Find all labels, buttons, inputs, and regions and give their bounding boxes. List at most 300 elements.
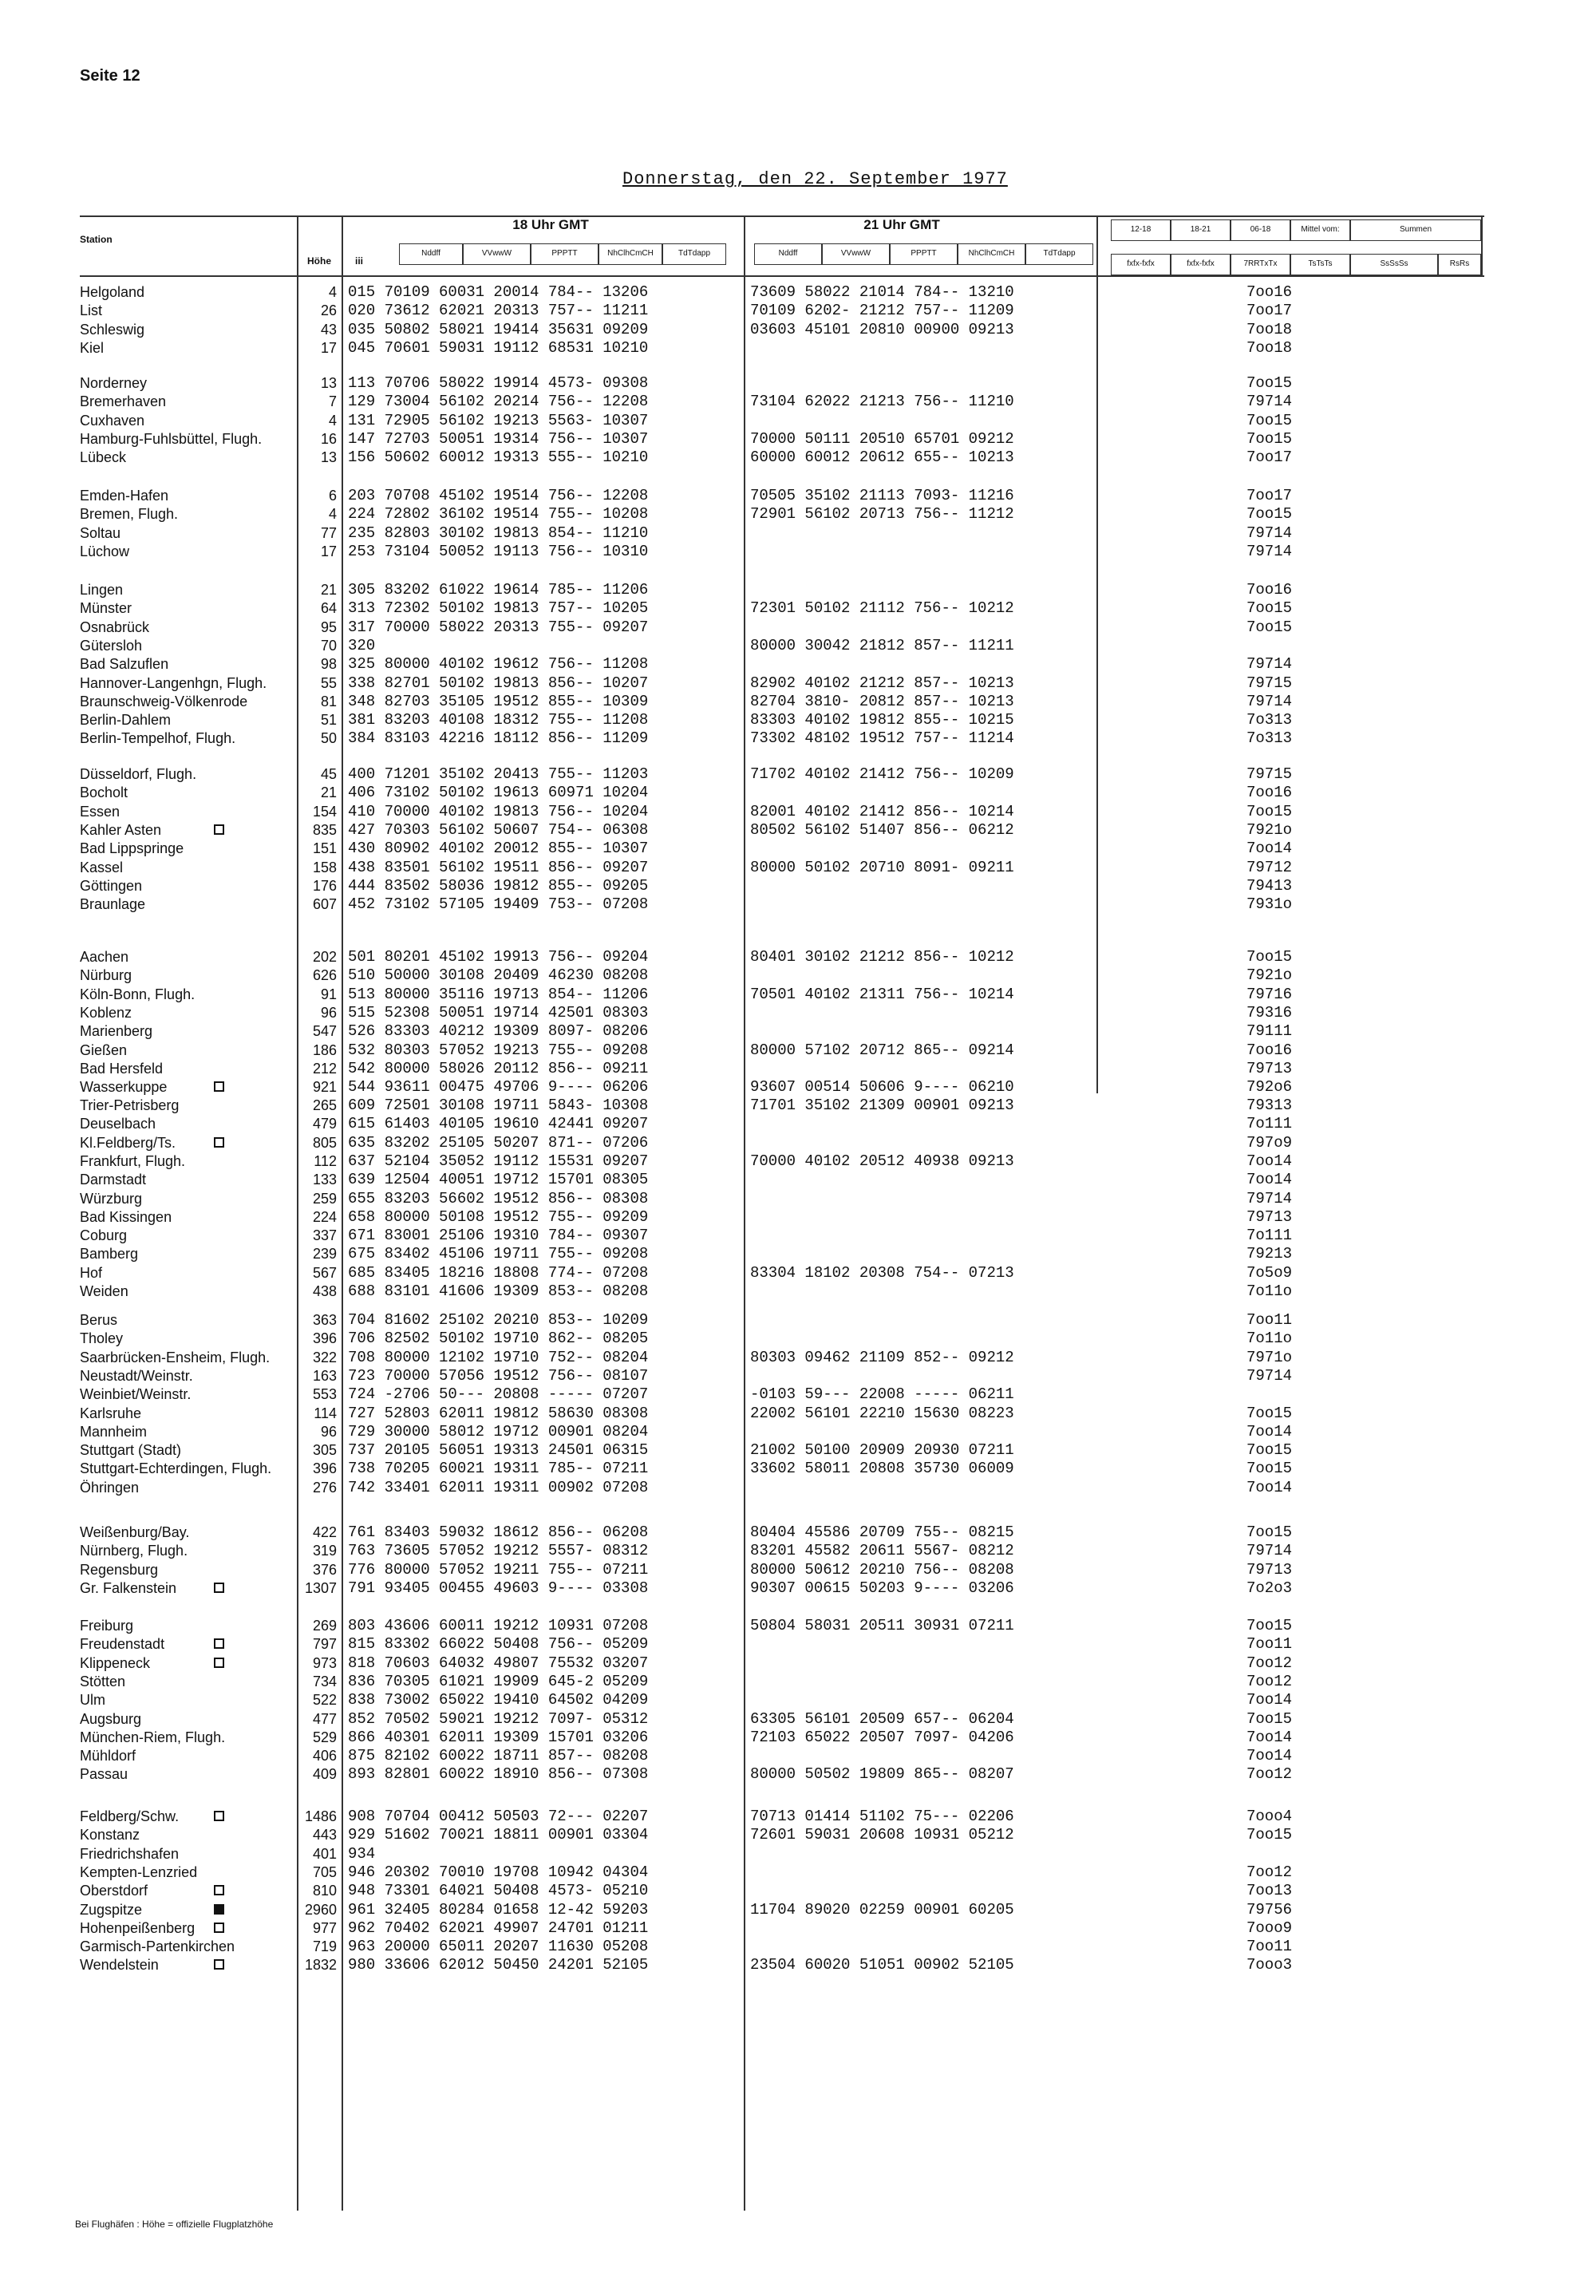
header-iii: iii — [354, 255, 363, 267]
table-row — [0, 1245, 1596, 1263]
daily-summary-group: 7oo15 — [1246, 505, 1293, 524]
table-row — [0, 821, 1596, 840]
daily-summary-group: 79713 — [1246, 1059, 1293, 1077]
table-row — [0, 1523, 1596, 1542]
station-name: Braunlage — [80, 896, 146, 913]
station-name: Saarbrücken-Ensheim, Flugh. — [80, 1349, 271, 1365]
obs-18-utc: 635 83202 25105 50207 871-- 07206 — [348, 1133, 649, 1152]
obs-21-utc: 71701 35102 21309 00901 09213 — [750, 1097, 1014, 1114]
table-row — [0, 859, 1596, 877]
station-height: 212 — [312, 1060, 337, 1077]
station-height: 835 — [312, 821, 337, 838]
table-row — [0, 1919, 1596, 1938]
daily-summary-group: 7oo12 — [1246, 1654, 1293, 1672]
station-height: 91 — [320, 986, 337, 1002]
station-name: Klippeneck — [80, 1654, 151, 1671]
station-name: Regensburg — [80, 1561, 159, 1578]
station-height: 45 — [320, 766, 337, 782]
daily-summary-group: 7oo18 — [1246, 320, 1293, 338]
obs-18-utc: 224 72802 36102 19514 755-- 10208 — [348, 505, 649, 524]
station-name: Bad Hersfeld — [80, 1060, 164, 1077]
obs-18-utc: 791 93405 00455 49603 9---- 03308 — [348, 1579, 649, 1597]
obs-18-utc: 671 83001 25106 19310 784-- 09307 — [348, 1227, 649, 1245]
obs-21-utc: 22002 56101 22210 15630 08223 — [750, 1404, 1014, 1422]
station-name: Trier-Petrisberg — [80, 1097, 180, 1113]
obs-18-utc: 803 43606 60011 19212 10931 07208 — [348, 1617, 649, 1634]
obs-18-utc: 452 73102 57105 19409 753-- 07208 — [348, 895, 649, 914]
station-name: Gütersloh — [80, 637, 143, 654]
station-height: 805 — [312, 1134, 337, 1151]
station-name: Göttingen — [80, 877, 143, 894]
table-row — [0, 1673, 1596, 1691]
table-row — [0, 1078, 1596, 1097]
station-name: Karlsruhe — [80, 1405, 142, 1421]
header-21-col-2: VVwwW — [822, 243, 890, 265]
station-height: 4 — [328, 284, 337, 300]
station-name: Cuxhaven — [80, 412, 145, 429]
daily-summary-group: 7oo11 — [1246, 1635, 1293, 1654]
header-18-uhr: 18 Uhr GMT — [512, 217, 589, 232]
header-hoehe: Höhe — [307, 255, 331, 267]
obs-21-utc: 21002 50100 20909 20930 07211 — [750, 1441, 1014, 1460]
table-row — [0, 1845, 1596, 1863]
station-name: Konstanz — [80, 1827, 140, 1844]
station-name: Koblenz — [80, 1004, 132, 1021]
daily-summary-group: 79714 — [1246, 1189, 1293, 1207]
station-name: Bamberg — [80, 1246, 139, 1263]
obs-18-utc: 532 80303 57052 19213 755-- 09208 — [348, 1041, 649, 1059]
daily-summary-group: 7oo15 — [1246, 618, 1293, 636]
daily-summary-group: 7o111 — [1246, 1227, 1293, 1245]
table-row — [0, 339, 1596, 358]
obs-21-utc: 73302 48102 19512 757-- 11214 — [750, 729, 1014, 748]
obs-18-utc: 515 52308 50051 19714 42501 08303 — [348, 1003, 649, 1022]
station-name: Nürburg — [80, 967, 132, 984]
obs-21-utc: 93607 00514 50606 9---- 06210 — [750, 1078, 1014, 1097]
obs-18-utc: 708 80000 12102 19710 752-- 08204 — [348, 1348, 649, 1366]
station-height: 81 — [320, 693, 337, 709]
daily-summary-group: 79713 — [1246, 1560, 1293, 1579]
obs-18-utc: 763 73605 57052 19212 5557- 08312 — [348, 1542, 649, 1560]
daily-summary-group: 7oo14 — [1246, 1152, 1293, 1170]
obs-18-utc: 235 82803 30102 19813 854-- 11210 — [348, 524, 649, 542]
station-name: Helgoland — [80, 284, 145, 300]
station-name: Feldberg/Schw. — [80, 1808, 180, 1824]
station-height: 151 — [312, 840, 337, 857]
obs-18-utc: 818 70603 64032 49807 75532 03207 — [348, 1654, 649, 1672]
table-row — [0, 1041, 1596, 1060]
station-name: Kempten-Lenzried — [80, 1863, 198, 1880]
table-row — [0, 1264, 1596, 1282]
table-row — [0, 1710, 1596, 1729]
obs-18-utc: 438 83501 56102 19511 856-- 09207 — [348, 858, 649, 876]
station-height: 17 — [320, 543, 337, 559]
station-name: München-Riem, Flugh. — [80, 1729, 226, 1745]
obs-18-utc: 348 82703 35105 19512 855-- 10309 — [348, 692, 649, 710]
station-height: 7 — [328, 393, 337, 410]
table-row — [0, 1060, 1596, 1078]
table-row — [0, 618, 1596, 637]
station-name: Stuttgart (Stadt) — [80, 1442, 182, 1459]
daily-summary-group: 7oo12 — [1246, 1672, 1293, 1690]
station-name: Friedrichshafen — [80, 1845, 180, 1862]
station-height: 1486 — [304, 1808, 337, 1824]
obs-18-utc: 875 82102 60022 18711 857-- 08208 — [348, 1747, 649, 1765]
obs-18-utc: 866 40301 62011 19309 15701 03206 — [348, 1728, 649, 1746]
obs-18-utc: 852 70502 59021 19212 7097- 05312 — [348, 1709, 649, 1728]
obs-18-utc: 313 72302 50102 19813 757-- 10205 — [348, 599, 649, 618]
daily-summary-group: 7oo16 — [1246, 283, 1293, 301]
daily-summary-group: 79716 — [1246, 985, 1293, 1003]
table-row — [0, 1729, 1596, 1747]
station-height: 443 — [312, 1827, 337, 1844]
obs-21-utc: 82902 40102 21212 857-- 10213 — [750, 674, 1014, 692]
daily-summary-group: 797o9 — [1246, 1133, 1293, 1152]
header-21-col-1: Nddff — [754, 243, 822, 265]
obs-21-utc: 72103 65022 20507 7097- 04206 — [750, 1728, 1014, 1746]
daily-summary-group: 7oo15 — [1246, 1826, 1293, 1844]
station-name: Berlin-Dahlem — [80, 712, 172, 729]
station-height: 406 — [312, 1748, 337, 1764]
table-row — [0, 1282, 1596, 1301]
header-21-col-3: PPPTT — [890, 243, 958, 265]
station-height: 17 — [320, 339, 337, 356]
station-name: Stuttgart-Echterdingen, Flugh. — [80, 1460, 272, 1477]
table-row — [0, 1938, 1596, 1956]
obs-21-utc: 83201 45582 20611 5567- 08212 — [750, 1542, 1014, 1560]
station-name: Düsseldorf, Flugh. — [80, 766, 197, 782]
obs-18-utc: 015 70109 60031 20014 784-- 13206 — [348, 283, 649, 301]
daily-summary-group: 79713 — [1246, 1207, 1293, 1226]
daily-summary-group: 7oo15 — [1246, 374, 1293, 392]
station-height: 477 — [312, 1710, 337, 1727]
daily-summary-group: 7oo15 — [1246, 429, 1293, 448]
daily-summary-group: 7oo16 — [1246, 581, 1293, 599]
station-height: 70 — [320, 637, 337, 654]
station-name: Freudenstadt — [80, 1636, 165, 1653]
station-height: 13 — [320, 449, 337, 466]
daily-summary-group: 79316 — [1246, 1003, 1293, 1022]
station-name: Kiel — [80, 339, 105, 356]
station-name: Wasserkuppe — [80, 1079, 168, 1096]
obs-21-utc: 80000 30042 21812 857-- 11211 — [750, 636, 1014, 654]
obs-18-utc: 113 70706 58022 19914 4573- 09308 — [348, 374, 649, 392]
obs-21-utc: 73609 58022 21014 784-- 13210 — [750, 283, 1014, 301]
table-row — [0, 729, 1596, 748]
table-row — [0, 966, 1596, 985]
station-name: Weißenburg/Bay. — [80, 1524, 190, 1540]
station-height: 1832 — [304, 1957, 337, 1974]
daily-summary-group: 7oo12 — [1246, 1765, 1293, 1784]
daily-summary-group: 7oo17 — [1246, 449, 1293, 467]
daily-summary-group: 7oo15 — [1246, 1523, 1293, 1541]
station-height: 98 — [320, 656, 337, 673]
table-row — [0, 765, 1596, 784]
station-name: Mühldorf — [80, 1748, 136, 1764]
daily-summary-group: 7oo12 — [1246, 1863, 1293, 1881]
station-name: Marienberg — [80, 1023, 153, 1040]
station-name: Freiburg — [80, 1618, 134, 1634]
station-height: 438 — [312, 1283, 337, 1299]
obs-18-utc: 723 70000 57056 19512 756-- 08107 — [348, 1366, 649, 1385]
header-21-col-4: NhClhCmCH — [958, 243, 1025, 265]
station-height: 607 — [312, 896, 337, 913]
station-height: 265 — [312, 1097, 337, 1113]
station-name: Hohenpeißenberg — [80, 1919, 196, 1936]
obs-21-utc: 70713 01414 51102 75--- 02206 — [750, 1808, 1014, 1825]
daily-summary-group: 7ooo3 — [1246, 1956, 1293, 1974]
station-name: Norderney — [80, 375, 148, 391]
station-name: Bocholt — [80, 784, 128, 801]
table-row — [0, 449, 1596, 467]
table-row — [0, 784, 1596, 802]
header-right-col-6: RsRs — [1438, 254, 1481, 275]
obs-18-utc: 129 73004 56102 20214 756-- 12208 — [348, 393, 649, 411]
daily-summary-group: 7oo15 — [1246, 1617, 1293, 1634]
obs-18-utc: 688 83101 41606 19309 853-- 08208 — [348, 1282, 649, 1300]
obs-21-utc: 80404 45586 20709 755-- 08215 — [750, 1523, 1014, 1541]
table-row — [0, 505, 1596, 524]
station-height: 21 — [320, 582, 337, 598]
station-height: 64 — [320, 600, 337, 617]
page-number: Seite 12 — [80, 67, 140, 85]
daily-summary-group: 7971o — [1246, 1348, 1293, 1366]
daily-summary-group: 7oo14 — [1246, 1422, 1293, 1440]
daily-summary-group: 7oo16 — [1246, 784, 1293, 802]
obs-21-utc: 71702 40102 21412 756-- 10209 — [750, 765, 1014, 783]
station-height: 363 — [312, 1312, 337, 1328]
station-height: 276 — [312, 1479, 337, 1496]
station-name: Stötten — [80, 1673, 126, 1689]
obs-18-utc: 961 32405 80284 01658 12-42 59203 — [348, 1900, 649, 1919]
obs-18-utc: 685 83405 18216 18808 774-- 07208 — [348, 1263, 649, 1282]
obs-18-utc: 838 73002 65022 19410 64502 04209 — [348, 1691, 649, 1709]
station-name: Schleswig — [80, 321, 145, 338]
station-name: Würzburg — [80, 1190, 143, 1207]
station-height: 13 — [320, 375, 337, 391]
obs-18-utc: 946 20302 70010 19708 10942 04304 — [348, 1863, 649, 1881]
station-name: Mannheim — [80, 1423, 148, 1440]
daily-summary-group: 7oo15 — [1246, 948, 1293, 966]
open-square-icon — [214, 1959, 224, 1970]
daily-summary-group: 7oo16 — [1246, 1041, 1293, 1059]
station-height: 16 — [320, 430, 337, 447]
station-name: Deuselbach — [80, 1116, 156, 1132]
table-row — [0, 412, 1596, 430]
table-row — [0, 581, 1596, 599]
station-height: 522 — [312, 1692, 337, 1709]
obs-21-utc: 23504 60020 51051 00902 52105 — [750, 1956, 1014, 1974]
obs-18-utc: 815 83302 66022 50408 756-- 05209 — [348, 1635, 649, 1654]
open-square-icon — [214, 1811, 224, 1821]
daily-summary-group: 7921o — [1246, 820, 1293, 839]
open-square-icon — [214, 1137, 224, 1148]
station-name: Oberstdorf — [80, 1883, 148, 1899]
obs-21-utc: 70000 40102 20512 40938 09213 — [750, 1152, 1014, 1170]
table-row — [0, 1311, 1596, 1330]
table-row — [0, 1765, 1596, 1784]
table-row — [0, 1460, 1596, 1478]
station-height: 154 — [312, 803, 337, 820]
table-row — [0, 877, 1596, 895]
obs-18-utc: 317 70000 58022 20313 755-- 09207 — [348, 618, 649, 636]
station-name: Emden-Hafen — [80, 488, 169, 504]
obs-18-utc: 406 73102 50102 19613 60971 10204 — [348, 784, 649, 802]
footnote: Bei Flughäfen : Höhe = offizielle Flugplatzhöhe — [75, 2219, 274, 2230]
station-name: Gr. Falkenstein — [80, 1579, 177, 1596]
table-row — [0, 655, 1596, 674]
obs-21-utc: 60000 60012 20612 655-- 10213 — [750, 449, 1014, 467]
obs-18-utc: 929 51602 70021 18811 00901 03304 — [348, 1826, 649, 1844]
table-row — [0, 1617, 1596, 1635]
station-name: Coburg — [80, 1227, 128, 1244]
station-height: 239 — [312, 1246, 337, 1263]
obs-21-utc: 82001 40102 21412 856-- 10214 — [750, 802, 1014, 820]
table-row — [0, 1441, 1596, 1460]
station-height: 95 — [320, 618, 337, 635]
table-row — [0, 693, 1596, 711]
station-name: Neustadt/Weinstr. — [80, 1367, 193, 1384]
daily-summary-group: 792o6 — [1246, 1078, 1293, 1097]
daily-summary-group: 7o11o — [1246, 1282, 1293, 1300]
station-name: Frankfurt, Flugh. — [80, 1152, 186, 1169]
daily-summary-group: 79714 — [1246, 1542, 1293, 1560]
filled-square-icon — [214, 1904, 224, 1915]
daily-summary-group: 7oo14 — [1246, 1691, 1293, 1709]
daily-summary-group: 7o111 — [1246, 1115, 1293, 1133]
table-row — [0, 1367, 1596, 1385]
daily-summary-group: 79714 — [1246, 524, 1293, 542]
open-square-icon — [214, 1658, 224, 1668]
station-height: 77 — [320, 524, 337, 541]
station-name: Osnabrück — [80, 618, 150, 635]
station-name: Garmisch-Partenkirchen — [80, 1938, 235, 1955]
daily-summary-group: 79756 — [1246, 1900, 1293, 1919]
table-row — [0, 393, 1596, 411]
table-row — [0, 1152, 1596, 1171]
daily-summary-group: 79714 — [1246, 542, 1293, 560]
obs-18-utc: 637 52104 35052 19112 15531 09207 — [348, 1152, 649, 1170]
table-row — [0, 711, 1596, 729]
obs-21-utc: 50804 58031 20511 30931 07211 — [750, 1617, 1014, 1634]
header-21-col-5: TdTdapp — [1025, 243, 1093, 265]
table-row — [0, 1385, 1596, 1404]
obs-18-utc: 305 83202 61022 19614 785-- 11206 — [348, 581, 649, 599]
station-height: 21 — [320, 784, 337, 801]
daily-summary-group: 79714 — [1246, 692, 1293, 710]
header-18-col-4: NhClhCmCH — [598, 243, 662, 265]
station-height: 114 — [314, 1405, 337, 1421]
station-height: 96 — [320, 1004, 337, 1021]
daily-summary-group: 7o313 — [1246, 711, 1293, 729]
station-height: 422 — [312, 1524, 337, 1540]
header-group-18-21: 18-21 — [1171, 219, 1231, 241]
station-name: Köln-Bonn, Flugh. — [80, 986, 196, 1002]
station-height: 305 — [312, 1442, 337, 1459]
daily-summary-group: 7o2o3 — [1246, 1579, 1293, 1597]
header-group-summen: Summen — [1350, 219, 1481, 241]
daily-summary-group: 79714 — [1246, 1366, 1293, 1385]
station-name: Berus — [80, 1312, 118, 1328]
station-height: 567 — [312, 1264, 337, 1281]
table-row — [0, 1882, 1596, 1900]
daily-summary-group: 79712 — [1246, 858, 1293, 876]
station-height: 1307 — [304, 1579, 337, 1596]
header-21-uhr: 21 Uhr GMT — [863, 217, 940, 232]
table-row — [0, 599, 1596, 618]
daily-summary-group: 7ooo9 — [1246, 1919, 1293, 1937]
daily-summary-group: 79111 — [1246, 1022, 1293, 1041]
header-right-col-1: fxfx-fxfx — [1111, 254, 1171, 275]
obs-18-utc: 948 73301 64021 50408 4573- 05210 — [348, 1882, 649, 1900]
daily-summary-group: 7oo13 — [1246, 1882, 1293, 1900]
station-height: 202 — [312, 949, 337, 965]
obs-21-utc: -0103 59--- 22008 ----- 06211 — [750, 1385, 1014, 1404]
table-row — [0, 430, 1596, 449]
obs-18-utc: 962 70402 62021 49907 24701 01211 — [348, 1919, 649, 1937]
station-height: 50 — [320, 730, 337, 747]
obs-18-utc: 761 83403 59032 18612 856-- 06208 — [348, 1523, 649, 1541]
table-row — [0, 374, 1596, 393]
obs-18-utc: 544 93611 00475 49706 9---- 06206 — [348, 1078, 649, 1097]
obs-18-utc: 510 50000 30108 20409 46230 08208 — [348, 966, 649, 985]
table-row — [0, 895, 1596, 914]
station-height: 401 — [312, 1845, 337, 1862]
obs-21-utc: 83303 40102 19812 855-- 10215 — [750, 711, 1014, 729]
obs-18-utc: 615 61403 40105 19610 42441 09207 — [348, 1115, 649, 1133]
station-name: Kl.Feldberg/Ts. — [80, 1134, 176, 1151]
obs-18-utc: 893 82801 60022 18910 856-- 07308 — [348, 1765, 649, 1784]
obs-18-utc: 253 73104 50052 19113 756-- 10310 — [348, 542, 649, 560]
table-row — [0, 1227, 1596, 1245]
obs-18-utc: 513 80000 35116 19713 854-- 11206 — [348, 985, 649, 1003]
daily-summary-group: 7o313 — [1246, 729, 1293, 748]
table-row — [0, 986, 1596, 1004]
obs-18-utc: 338 82701 50102 19813 856-- 10207 — [348, 674, 649, 692]
station-height: 51 — [320, 712, 337, 729]
station-name: Gießen — [80, 1041, 128, 1058]
station-name: Passau — [80, 1766, 128, 1783]
obs-18-utc: 706 82502 50102 19710 862-- 08205 — [348, 1330, 649, 1348]
station-height: 26 — [320, 302, 337, 319]
station-height: 2960 — [304, 1901, 337, 1918]
station-height: 553 — [312, 1386, 337, 1403]
obs-18-utc: 384 83103 42216 18112 856-- 11209 — [348, 729, 649, 748]
daily-summary-group: 79715 — [1246, 765, 1293, 783]
station-name: Lübeck — [80, 449, 127, 466]
header-station: Station — [80, 234, 113, 245]
obs-21-utc: 82704 3810- 20812 857-- 10213 — [750, 692, 1014, 710]
station-name: Bad Salzuflen — [80, 656, 169, 673]
obs-18-utc: 501 80201 45102 19913 756-- 09204 — [348, 948, 649, 966]
daily-summary-group: 7oo15 — [1246, 1709, 1293, 1728]
table-row — [0, 1863, 1596, 1882]
station-height: 734 — [312, 1673, 337, 1689]
table-row — [0, 1561, 1596, 1579]
header-right-col-3: 7RRTxTx — [1231, 254, 1290, 275]
daily-summary-group: 7oo17 — [1246, 487, 1293, 504]
table-row — [0, 1171, 1596, 1189]
station-name: Braunschweig-Völkenrode — [80, 693, 248, 709]
station-name: Hof — [80, 1264, 103, 1281]
daily-summary-group: 7931o — [1246, 895, 1293, 914]
station-name: Kahler Asten — [80, 821, 162, 838]
station-name: Lingen — [80, 582, 124, 598]
obs-21-utc: 83304 18102 20308 754-- 07213 — [750, 1263, 1014, 1282]
obs-18-utc: 320 — [348, 636, 376, 654]
daily-summary-group: 7oo11 — [1246, 1311, 1293, 1329]
table-row — [0, 524, 1596, 543]
